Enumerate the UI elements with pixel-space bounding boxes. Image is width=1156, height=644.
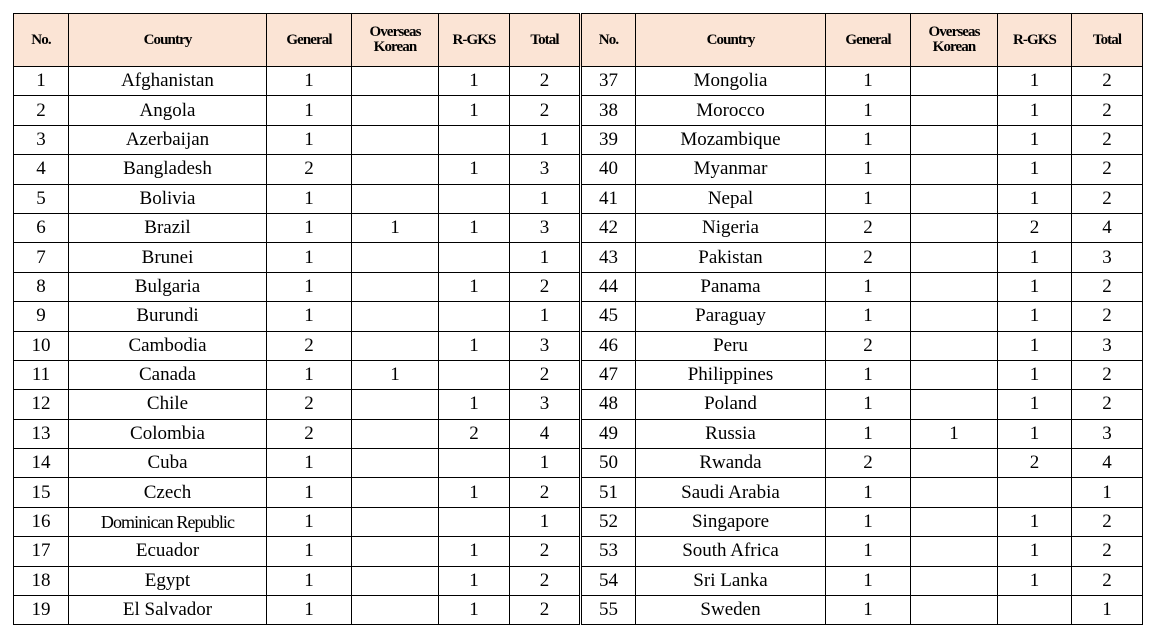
cell-overseas-korean — [352, 390, 439, 419]
cell-country: Peru — [636, 331, 826, 360]
cell-general: 1 — [826, 419, 911, 448]
cell-general: 1 — [826, 96, 911, 125]
cell-r-gks — [439, 125, 510, 154]
cell-r-gks — [439, 360, 510, 389]
cell-general: 1 — [267, 596, 352, 625]
cell-total: 3 — [1072, 243, 1143, 272]
cell-r-gks: 1 — [998, 537, 1072, 566]
table-row — [14, 507, 1143, 536]
cell-r-gks — [439, 302, 510, 331]
cell-r-gks: 1 — [998, 302, 1072, 331]
cell-country: Mozambique — [636, 125, 826, 154]
cell-overseas-korean — [911, 67, 998, 96]
cell-general: 2 — [267, 155, 352, 184]
header-total: Total — [510, 14, 581, 67]
cell-total: 2 — [510, 67, 581, 96]
cell-no: 15 — [14, 478, 69, 507]
cell-country: El Salvador — [69, 596, 267, 625]
cell-r-gks: 1 — [998, 243, 1072, 272]
cell-overseas-korean — [911, 125, 998, 154]
cell-no: 44 — [581, 272, 636, 301]
header-general: General — [826, 14, 911, 67]
cell-overseas-korean — [911, 449, 998, 478]
cell-total: 2 — [1072, 390, 1143, 419]
cell-general: 1 — [826, 184, 911, 213]
cell-no: 41 — [581, 184, 636, 213]
header-general: General — [267, 14, 352, 67]
cell-country: Canada — [69, 360, 267, 389]
cell-overseas-korean — [352, 67, 439, 96]
cell-country: Brunei — [69, 243, 267, 272]
cell-country: Russia — [636, 419, 826, 448]
cell-total: 1 — [510, 507, 581, 536]
table-row — [14, 566, 1143, 595]
cell-country: Burundi — [69, 302, 267, 331]
cell-r-gks: 1 — [998, 566, 1072, 595]
cell-total: 2 — [1072, 302, 1143, 331]
cell-total: 2 — [1072, 360, 1143, 389]
cell-overseas-korean — [352, 272, 439, 301]
cell-country: Bulgaria — [69, 272, 267, 301]
cell-general: 2 — [826, 243, 911, 272]
cell-general: 1 — [267, 272, 352, 301]
cell-total: 1 — [510, 449, 581, 478]
cell-no: 37 — [581, 67, 636, 96]
cell-r-gks: 1 — [998, 155, 1072, 184]
cell-no: 10 — [14, 331, 69, 360]
cell-general: 2 — [267, 390, 352, 419]
cell-r-gks: 1 — [439, 331, 510, 360]
cell-total: 2 — [510, 566, 581, 595]
cell-no: 43 — [581, 243, 636, 272]
cell-no: 7 — [14, 243, 69, 272]
cell-overseas-korean — [352, 243, 439, 272]
cell-overseas-korean — [352, 184, 439, 213]
cell-total: 3 — [1072, 419, 1143, 448]
cell-general: 1 — [826, 478, 911, 507]
cell-overseas-korean — [352, 302, 439, 331]
cell-country: Bangladesh — [69, 155, 267, 184]
cell-general: 1 — [267, 302, 352, 331]
cell-country: Egypt — [69, 566, 267, 595]
cell-total: 3 — [510, 331, 581, 360]
cell-no: 46 — [581, 331, 636, 360]
cell-country: Myanmar — [636, 155, 826, 184]
cell-country: Chile — [69, 390, 267, 419]
cell-total: 4 — [510, 419, 581, 448]
cell-country: Nigeria — [636, 213, 826, 242]
cell-total: 2 — [510, 360, 581, 389]
cell-total: 1 — [510, 184, 581, 213]
cell-no: 12 — [14, 390, 69, 419]
cell-general: 1 — [267, 449, 352, 478]
cell-no: 16 — [14, 507, 69, 536]
cell-r-gks: 1 — [439, 390, 510, 419]
cell-r-gks — [998, 478, 1072, 507]
cell-general: 1 — [267, 184, 352, 213]
cell-total: 2 — [510, 596, 581, 625]
table-row — [14, 390, 1143, 419]
cell-total: 2 — [1072, 507, 1143, 536]
table-row — [14, 184, 1143, 213]
table-row — [14, 537, 1143, 566]
header-row — [14, 14, 1143, 67]
cell-overseas-korean — [352, 507, 439, 536]
cell-total: 3 — [510, 390, 581, 419]
cell-no: 54 — [581, 566, 636, 595]
cell-country: Afghanistan — [69, 67, 267, 96]
cell-overseas-korean — [352, 537, 439, 566]
table-row — [14, 478, 1143, 507]
header-overseas-korean: Overseas Korean — [911, 14, 998, 67]
cell-no: 19 — [14, 596, 69, 625]
cell-country: Philippines — [636, 360, 826, 389]
table-row — [14, 243, 1143, 272]
cell-overseas-korean — [352, 155, 439, 184]
cell-no: 51 — [581, 478, 636, 507]
cell-no: 2 — [14, 96, 69, 125]
cell-no: 49 — [581, 419, 636, 448]
cell-general: 1 — [267, 566, 352, 595]
cell-general: 1 — [826, 302, 911, 331]
cell-r-gks: 1 — [998, 272, 1072, 301]
cell-country: Morocco — [636, 96, 826, 125]
cell-overseas-korean — [911, 155, 998, 184]
cell-overseas-korean — [911, 213, 998, 242]
cell-no: 17 — [14, 537, 69, 566]
cell-overseas-korean — [352, 449, 439, 478]
cell-country: Sweden — [636, 596, 826, 625]
cell-overseas-korean — [911, 596, 998, 625]
cell-overseas-korean — [911, 566, 998, 595]
table-row — [14, 213, 1143, 242]
cell-overseas-korean — [911, 537, 998, 566]
cell-total: 2 — [510, 272, 581, 301]
cell-country: Pakistan — [636, 243, 826, 272]
cell-total: 2 — [1072, 67, 1143, 96]
header-r-gks: R-GKS — [439, 14, 510, 67]
cell-r-gks: 1 — [439, 566, 510, 595]
header-overseas-korean: Overseas Korean — [352, 14, 439, 67]
cell-general: 1 — [267, 213, 352, 242]
cell-total: 4 — [1072, 449, 1143, 478]
cell-general: 1 — [826, 537, 911, 566]
cell-total: 1 — [510, 243, 581, 272]
cell-country: Bolivia — [69, 184, 267, 213]
cell-no: 45 — [581, 302, 636, 331]
cell-general: 2 — [826, 213, 911, 242]
cell-r-gks: 1 — [439, 96, 510, 125]
cell-overseas-korean — [911, 390, 998, 419]
cell-country: Mongolia — [636, 67, 826, 96]
cell-country: Poland — [636, 390, 826, 419]
table-body — [14, 67, 1143, 625]
cell-general: 1 — [826, 596, 911, 625]
cell-country: South Africa — [636, 537, 826, 566]
cell-overseas-korean — [352, 419, 439, 448]
cell-overseas-korean — [911, 360, 998, 389]
cell-country: Nepal — [636, 184, 826, 213]
cell-country: Rwanda — [636, 449, 826, 478]
header-country: Country — [69, 14, 267, 67]
cell-no: 48 — [581, 390, 636, 419]
cell-no: 14 — [14, 449, 69, 478]
cell-country: Dominican Republic — [69, 507, 267, 536]
cell-total: 2 — [1072, 537, 1143, 566]
cell-r-gks — [439, 243, 510, 272]
cell-total: 2 — [1072, 272, 1143, 301]
cell-total: 1 — [510, 302, 581, 331]
cell-general: 1 — [826, 566, 911, 595]
document-page — [13, 13, 1143, 625]
cell-country: Azerbaijan — [69, 125, 267, 154]
cell-total: 1 — [510, 125, 581, 154]
cell-no: 52 — [581, 507, 636, 536]
cell-general: 2 — [267, 331, 352, 360]
cell-no: 11 — [14, 360, 69, 389]
cell-no: 53 — [581, 537, 636, 566]
cell-total: 3 — [1072, 331, 1143, 360]
cell-overseas-korean: 1 — [352, 213, 439, 242]
cell-country: Singapore — [636, 507, 826, 536]
cell-overseas-korean: 1 — [352, 360, 439, 389]
cell-general: 2 — [267, 419, 352, 448]
table-row — [14, 596, 1143, 625]
cell-total: 4 — [1072, 213, 1143, 242]
table-row — [14, 419, 1143, 448]
cell-overseas-korean — [352, 96, 439, 125]
table-row — [14, 331, 1143, 360]
cell-no: 18 — [14, 566, 69, 595]
cell-total: 2 — [510, 537, 581, 566]
cell-country: Cambodia — [69, 331, 267, 360]
cell-country: Angola — [69, 96, 267, 125]
cell-r-gks: 1 — [998, 331, 1072, 360]
cell-country: Sri Lanka — [636, 566, 826, 595]
cell-total: 2 — [1072, 125, 1143, 154]
cell-overseas-korean — [352, 331, 439, 360]
cell-overseas-korean — [911, 507, 998, 536]
cell-total: 1 — [1072, 596, 1143, 625]
cell-country: Colombia — [69, 419, 267, 448]
cell-r-gks — [439, 507, 510, 536]
cell-r-gks: 1 — [998, 125, 1072, 154]
cell-no: 42 — [581, 213, 636, 242]
table-row — [14, 96, 1143, 125]
cell-r-gks: 1 — [439, 478, 510, 507]
cell-no: 39 — [581, 125, 636, 154]
cell-r-gks: 1 — [998, 507, 1072, 536]
cell-general: 1 — [267, 243, 352, 272]
cell-country: Ecuador — [69, 537, 267, 566]
cell-r-gks: 1 — [998, 360, 1072, 389]
cell-country: Brazil — [69, 213, 267, 242]
cell-general: 1 — [267, 125, 352, 154]
cell-r-gks: 1 — [998, 67, 1072, 96]
cell-general: 2 — [826, 331, 911, 360]
cell-country: Saudi Arabia — [636, 478, 826, 507]
cell-r-gks: 1 — [439, 537, 510, 566]
cell-r-gks: 1 — [439, 67, 510, 96]
cell-no: 3 — [14, 125, 69, 154]
table-row — [14, 449, 1143, 478]
cell-general: 1 — [826, 125, 911, 154]
cell-overseas-korean — [911, 243, 998, 272]
table-row — [14, 67, 1143, 96]
header-no: No. — [581, 14, 636, 67]
cell-general: 1 — [267, 67, 352, 96]
cell-r-gks — [439, 449, 510, 478]
cell-overseas-korean — [352, 125, 439, 154]
cell-general: 1 — [267, 537, 352, 566]
cell-r-gks: 1 — [439, 155, 510, 184]
cell-no: 50 — [581, 449, 636, 478]
cell-r-gks: 2 — [998, 213, 1072, 242]
cell-no: 55 — [581, 596, 636, 625]
table-row — [14, 272, 1143, 301]
cell-no: 40 — [581, 155, 636, 184]
cell-r-gks: 1 — [998, 419, 1072, 448]
cell-r-gks: 1 — [439, 272, 510, 301]
cell-country: Paraguay — [636, 302, 826, 331]
scholarship-allocation-table — [13, 13, 1143, 625]
cell-no: 38 — [581, 96, 636, 125]
cell-r-gks: 1 — [998, 390, 1072, 419]
cell-general: 1 — [826, 155, 911, 184]
cell-total: 2 — [1072, 566, 1143, 595]
cell-country: Czech — [69, 478, 267, 507]
cell-no: 13 — [14, 419, 69, 448]
cell-overseas-korean: 1 — [911, 419, 998, 448]
cell-r-gks — [998, 596, 1072, 625]
cell-general: 1 — [267, 507, 352, 536]
header-total: Total — [1072, 14, 1143, 67]
cell-country: Cuba — [69, 449, 267, 478]
cell-overseas-korean — [911, 302, 998, 331]
table-row — [14, 302, 1143, 331]
cell-total: 2 — [1072, 96, 1143, 125]
cell-general: 1 — [826, 67, 911, 96]
cell-overseas-korean — [352, 566, 439, 595]
header-r-gks: R-GKS — [998, 14, 1072, 67]
cell-general: 1 — [267, 96, 352, 125]
cell-no: 47 — [581, 360, 636, 389]
cell-no: 9 — [14, 302, 69, 331]
header-no: No. — [14, 14, 69, 67]
cell-general: 1 — [267, 478, 352, 507]
cell-general: 1 — [826, 507, 911, 536]
cell-r-gks: 2 — [439, 419, 510, 448]
cell-total: 3 — [510, 213, 581, 242]
cell-r-gks: 1 — [439, 596, 510, 625]
cell-overseas-korean — [352, 478, 439, 507]
cell-r-gks: 1 — [998, 96, 1072, 125]
table-row — [14, 360, 1143, 389]
cell-total: 2 — [510, 478, 581, 507]
cell-no: 5 — [14, 184, 69, 213]
cell-total: 1 — [1072, 478, 1143, 507]
cell-total: 2 — [1072, 155, 1143, 184]
cell-r-gks: 1 — [998, 184, 1072, 213]
cell-general: 1 — [826, 390, 911, 419]
cell-total: 3 — [510, 155, 581, 184]
cell-overseas-korean — [352, 596, 439, 625]
cell-total: 2 — [1072, 184, 1143, 213]
table-row — [14, 155, 1143, 184]
header-country: Country — [636, 14, 826, 67]
cell-overseas-korean — [911, 184, 998, 213]
cell-r-gks: 2 — [998, 449, 1072, 478]
table-row — [14, 125, 1143, 154]
cell-overseas-korean — [911, 272, 998, 301]
cell-general: 1 — [826, 360, 911, 389]
cell-country: Panama — [636, 272, 826, 301]
cell-general: 2 — [826, 449, 911, 478]
cell-no: 6 — [14, 213, 69, 242]
cell-no: 8 — [14, 272, 69, 301]
cell-no: 4 — [14, 155, 69, 184]
cell-overseas-korean — [911, 478, 998, 507]
cell-overseas-korean — [911, 331, 998, 360]
cell-no: 1 — [14, 67, 69, 96]
cell-general: 1 — [826, 272, 911, 301]
cell-general: 1 — [267, 360, 352, 389]
cell-r-gks: 1 — [439, 213, 510, 242]
cell-total: 2 — [510, 96, 581, 125]
cell-r-gks — [439, 184, 510, 213]
cell-overseas-korean — [911, 96, 998, 125]
